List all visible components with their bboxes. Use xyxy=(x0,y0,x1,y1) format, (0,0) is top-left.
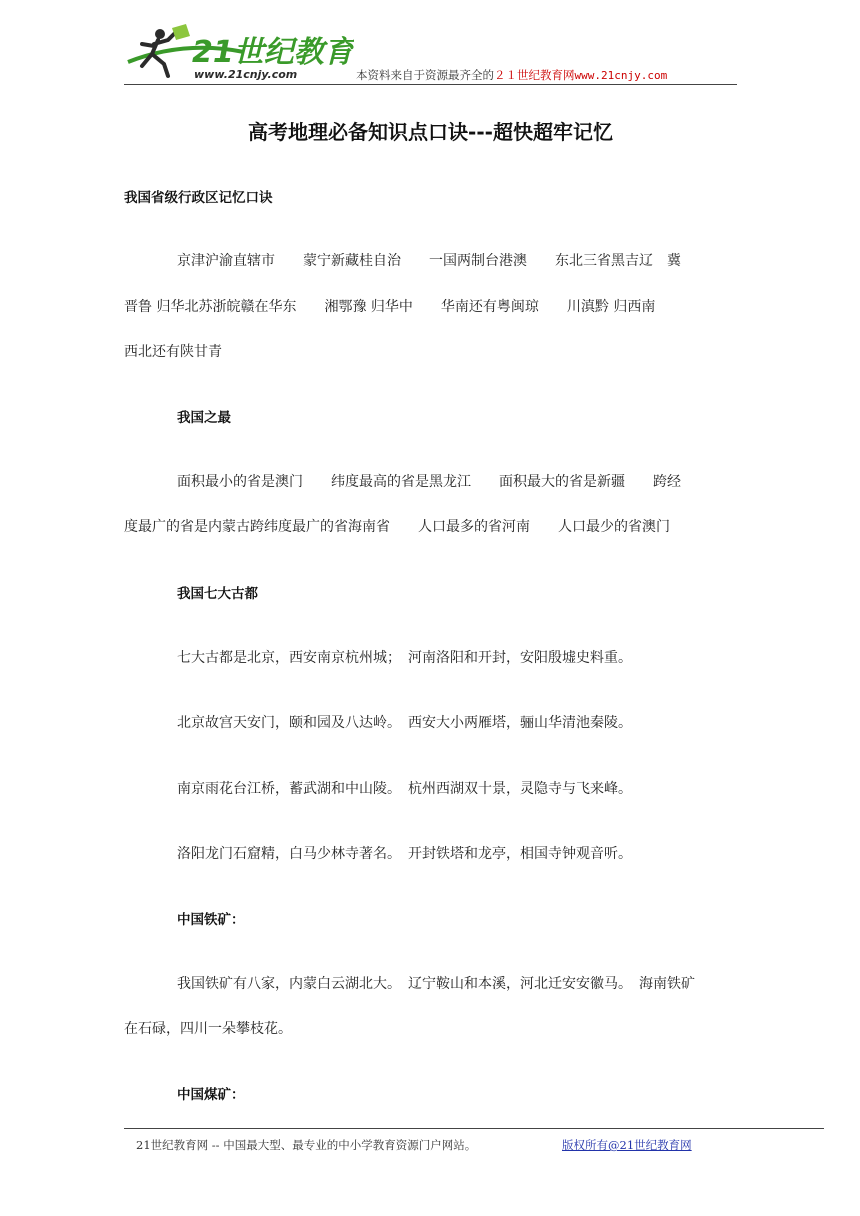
provinces-line: 晋鲁 归华北苏浙皖赣在华东 湘鄂豫 归华中 华南还有粤闽琼 川滇黔 归西南 xyxy=(124,299,656,315)
section-heading-provinces: 我国省级行政区记忆口诀 xyxy=(124,190,273,206)
section-heading-iron: 中国铁矿： xyxy=(177,912,245,928)
header-divider xyxy=(124,84,737,85)
svg-text:21世纪教育: 21世纪教育 xyxy=(192,35,354,70)
section-heading-superlatives: 我国之最 xyxy=(177,410,231,426)
capitals-line: 七大古都是北京，西安南京杭州城； 河南洛阳和开封，安阳殷墟史料重。 xyxy=(177,650,632,666)
capitals-line: 南京雨花台江桥，蓄武湖和中山陵。 杭州西湖双十景，灵隐寺与飞来峰。 xyxy=(177,781,632,797)
capitals-line: 北京故宫天安门，颐和园及八达岭。 西安大小两雁塔，骊山华清池秦陵。 xyxy=(177,715,632,731)
iron-line: 我国铁矿有八家，内蒙白云湖北大。 辽宁鞍山和本溪，河北迁安安徽马。 海南铁矿 xyxy=(177,976,695,992)
superlatives-line: 面积最小的省是澳门 纬度最高的省是黑龙江 面积最大的省是新疆 跨经 xyxy=(177,474,681,490)
svg-text:www.21cnjy.com: www.21cnjy.com xyxy=(194,68,298,81)
header-source-note: 本资料来自于资源最齐全的２１世纪教育网www.21cnjy.com xyxy=(356,68,668,82)
footer-divider xyxy=(124,1128,824,1129)
capitals-line: 洛阳龙门石窟精，白马少林寺著名。 开封铁塔和龙亭，相国寺钟观音听。 xyxy=(177,846,632,862)
footer-text: 21世纪教育网 -- 中国最大型、最专业的中小学教育资源门户网站。 xyxy=(136,1138,477,1152)
superlatives-line: 度最广的省是内蒙古跨纬度最广的省海南省 人口最多的省河南 人口最少的省澳门 xyxy=(124,519,670,535)
section-heading-capitals: 我国七大古都 xyxy=(177,586,258,602)
provinces-line: 京津沪渝直辖市 蒙宁新藏桂自治 一国两制台港澳 东北三省黑吉辽 冀 xyxy=(177,253,681,269)
site-logo xyxy=(124,22,354,84)
section-heading-coal: 中国煤矿： xyxy=(177,1087,245,1103)
copyright-link[interactable]: 版权所有@21世纪教育网 xyxy=(562,1138,692,1152)
page-title: 高考地理必备知识点口诀---超快超牢记忆 xyxy=(248,120,613,144)
provinces-line: 西北还有陕甘青 xyxy=(124,344,222,360)
iron-line: 在石碌，四川一朵攀枝花。 xyxy=(124,1021,292,1037)
